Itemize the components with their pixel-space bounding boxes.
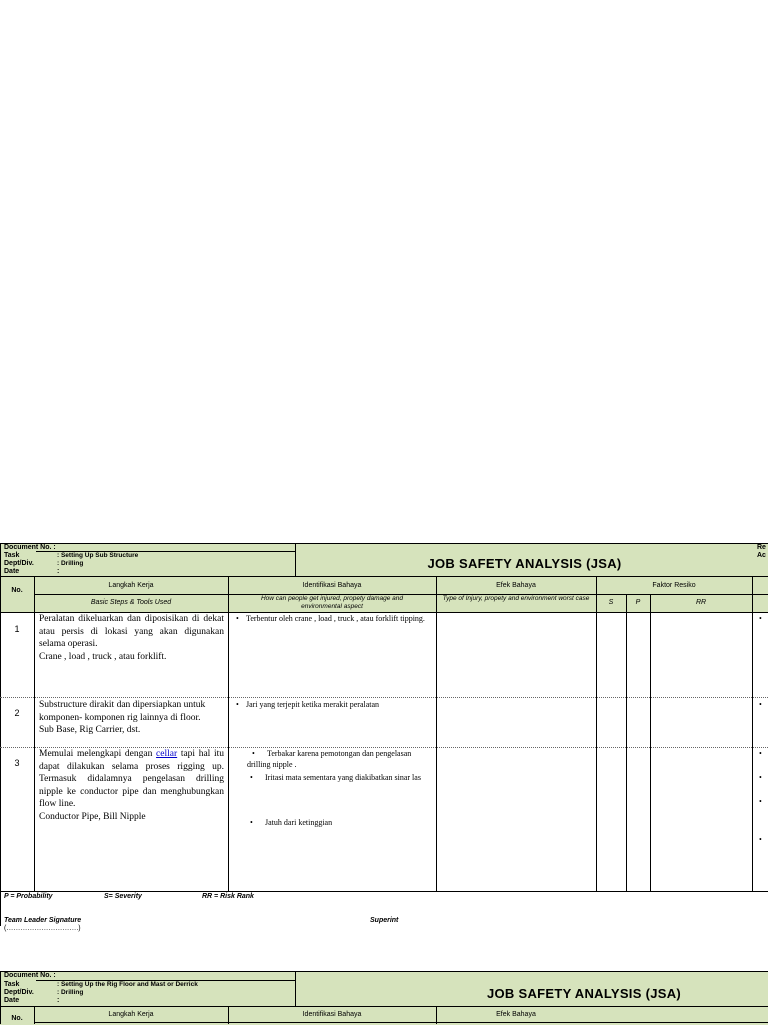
step-text-pre: Memulai melengkapi dengan [39,749,153,759]
jsa-sheet-1 [0,543,768,932]
cut-bullet: • [759,773,762,782]
table-row [0,611,768,697]
legend-risk-rank: RR = Risk Rank [202,893,254,900]
col-rr: RR [695,599,707,606]
document-title: JOB SAFETY ANALYSIS (JSA) [427,556,622,571]
document-title: JOB SAFETY ANALYSIS (JSA) [486,986,682,1001]
row-number: 2 [14,708,20,718]
col-no: No. [11,1015,23,1022]
step-description [39,699,224,737]
hazard-item: • Iritasi mata sementara yang diakibatkan sinar las [232,772,428,783]
revision-label-cut: Re [757,544,766,551]
col-hazard: Identifikasi Bahaya [302,582,362,589]
task-value: : Setting Up the Rig Floor and Mast or Derrick [57,981,198,988]
col-hazard: Identifikasi Bahaya [302,1011,362,1018]
date-value: : [57,568,60,575]
hazard-list [236,613,426,624]
cut-bullet: • [759,749,762,758]
step-text: Peralatan dikeluarkan dan diposisikan di dekat atau persis di lokasi yang akan digunakan selama operasi. [39,614,224,649]
hazard-item: • Jari yang terjepit ketika merakit peralatan [236,699,436,710]
dept-label: Dept/Div. [4,560,34,567]
doc-number-label: Document No. : [4,972,56,979]
task-value: : Setting Up Sub Structure [57,552,139,559]
cut-bullet: • [759,797,762,806]
superintendent-signature: Superint [370,917,399,924]
dept-value: : Drilling [57,560,84,567]
row-number: 3 [14,758,20,768]
jsa-sheet-2 [0,971,768,1024]
date-label: Date [4,997,20,1004]
hazard-list [236,699,436,710]
col-effect: Efek Bahaya [496,582,536,589]
col-effect-sub: Type of Injury, propety and environment worst case [442,595,590,602]
date-label: Date [4,568,20,575]
step-tools: Conductor Pipe, Bill Nipple [39,811,146,822]
cut-bullet: • [759,700,762,709]
col-risk: Faktor Resiko [652,582,696,589]
step-description [39,613,224,663]
cut-bullet: • [759,835,762,844]
col-steps: Langkah Kerja [108,1011,154,1018]
hazard-item: • Jatuh dari ketinggian [232,817,428,828]
step-tools: Sub Base, Rig Carrier, dst. [39,725,141,735]
cut-bullet: • [759,614,762,623]
dept-label: Dept/Div. [4,989,34,996]
hazard-list [232,748,428,828]
step-text-post: tapi hal itu dapat dilakukan selama proses rigging up. Termasuk didalamnya pengelasan drilling nipple ke conductor pipe dan menghubungkan flow line. [39,749,225,809]
legend-severity: S= Severity [104,893,142,900]
col-steps-sub: Basic Steps & Tools Used [90,599,172,606]
task-label: Task [4,981,20,988]
col-hazard-sub: How can people get injured, propety damage and environmental aspect [260,595,403,610]
table-row [0,698,768,747]
team-leader-signature: Team Leader Signature [4,917,82,924]
hazard-item: • Terbentur oleh crane , load , truck , atau forklift tipping. [236,613,426,624]
legend-probability: P = Probability [4,893,53,900]
cellar-link[interactable]: cellar [156,749,178,759]
col-p: P [635,599,641,606]
hazard-item: • Terbakar karena pemotongan dan pengelasan drilling nipple . [232,748,428,770]
step-description [39,748,224,823]
step-tools: Crane , load , truck , atau forklift. [39,651,167,662]
col-steps: Langkah Kerja [108,582,154,589]
task-label: Task [4,552,20,559]
dept-value: : Drilling [57,989,84,996]
col-no: No. [11,587,23,594]
date-value: : [57,997,60,1004]
row-number: 1 [14,624,20,634]
title-cell [295,971,768,1007]
title-cell [295,543,754,577]
table-row [0,748,768,891]
doc-number-label: Document No. : [4,544,56,551]
col-s: S [608,599,614,606]
signature-line: (………………………….) [4,925,81,932]
step-text: Substructure dirakit dan dipersiapkan untuk komponen- komponen rig lainnya di floor. [39,700,206,723]
col-effect: Efek Bahaya [496,1011,536,1018]
approval-label-cut: Ac [757,552,766,559]
